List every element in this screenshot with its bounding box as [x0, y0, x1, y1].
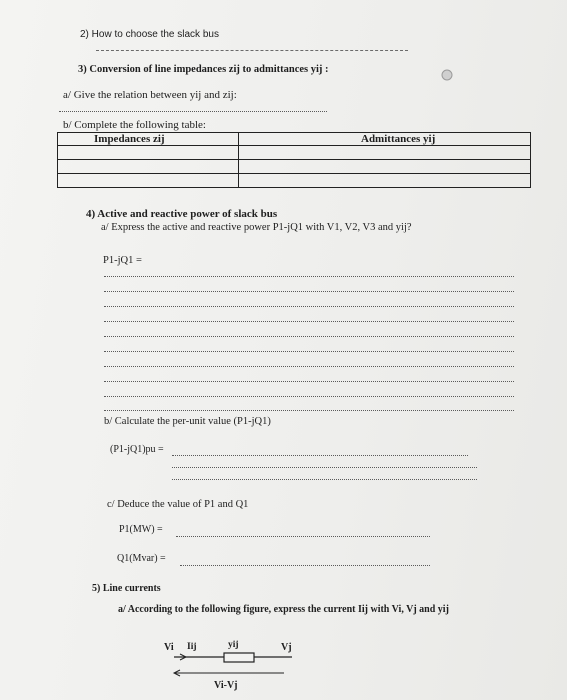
- answer-line: [104, 410, 514, 411]
- pu-answer-line: [172, 479, 477, 480]
- q3-a-answer-line: [59, 111, 327, 112]
- answer-line: [104, 381, 514, 382]
- q2-label: 2) How to choose the slack bus: [80, 29, 219, 40]
- q5-title: 5) Line currents: [92, 583, 161, 594]
- answer-line: [104, 276, 514, 277]
- q3-title: 3) Conversion of line impedances zij to admittances yij :: [78, 64, 329, 75]
- answer-line: [104, 366, 514, 367]
- answer-line: [104, 321, 514, 322]
- table-header-admittances: Admittances yij: [239, 133, 531, 146]
- answer-line: [104, 291, 514, 292]
- pu-label: (P1-jQ1)pu =: [110, 444, 164, 455]
- line-figure: [160, 645, 300, 681]
- table-cell[interactable]: [239, 160, 531, 174]
- answer-line: [104, 351, 514, 352]
- answer-line: [104, 396, 514, 397]
- vj-label: Vj: [281, 642, 292, 653]
- iij-label: Iij: [187, 642, 197, 652]
- table-cell[interactable]: [239, 174, 531, 188]
- q3-a-label: a/ Give the relation between yij and zij:: [63, 89, 237, 101]
- table-cell[interactable]: [239, 146, 531, 160]
- answer-line: [104, 306, 514, 307]
- table-header-row: [58, 133, 531, 146]
- yij-label: yij: [228, 640, 239, 650]
- p1-jq1-label: P1-jQ1 =: [103, 255, 142, 266]
- pu-answer-line: [172, 467, 477, 468]
- q5-a-label: a/ According to the following figure, express the current Iij with Vi, Vj and yij: [118, 604, 449, 615]
- pu-answer-line: [172, 455, 468, 456]
- answer-line: [104, 336, 514, 337]
- q4-b-label: b/ Calculate the per-unit value (P1-jQ1): [104, 416, 271, 427]
- conversion-table: [57, 132, 531, 188]
- table-header-impedances: Impedances zij: [58, 133, 239, 146]
- q1-answer-line: [180, 565, 430, 566]
- table-cell[interactable]: [58, 174, 239, 188]
- stamp-icon: [440, 68, 454, 82]
- q1-mvar-label: Q1(Mvar) =: [117, 553, 166, 564]
- q4-title: 4) Active and reactive power of slack bus: [86, 208, 278, 220]
- p1-answer-line: [176, 536, 430, 537]
- q4-a-label: a/ Express the active and reactive power P1-jQ1 with V1, V2, V3 and yij?: [101, 222, 412, 233]
- vivj-label: Vi-Vj: [214, 680, 238, 691]
- vi-label: Vi: [164, 642, 174, 653]
- table-row: [58, 146, 531, 160]
- q3-b-label: b/ Complete the following table:: [63, 119, 206, 131]
- admittance-box: [224, 653, 254, 662]
- table-row: [58, 174, 531, 188]
- q4-c-label: c/ Deduce the value of P1 and Q1: [107, 499, 249, 510]
- q2-answer-line: [96, 50, 408, 51]
- table-cell[interactable]: [58, 146, 239, 160]
- table-row: [58, 160, 531, 174]
- p1-mw-label: P1(MW) =: [119, 524, 163, 535]
- table-cell[interactable]: [58, 160, 239, 174]
